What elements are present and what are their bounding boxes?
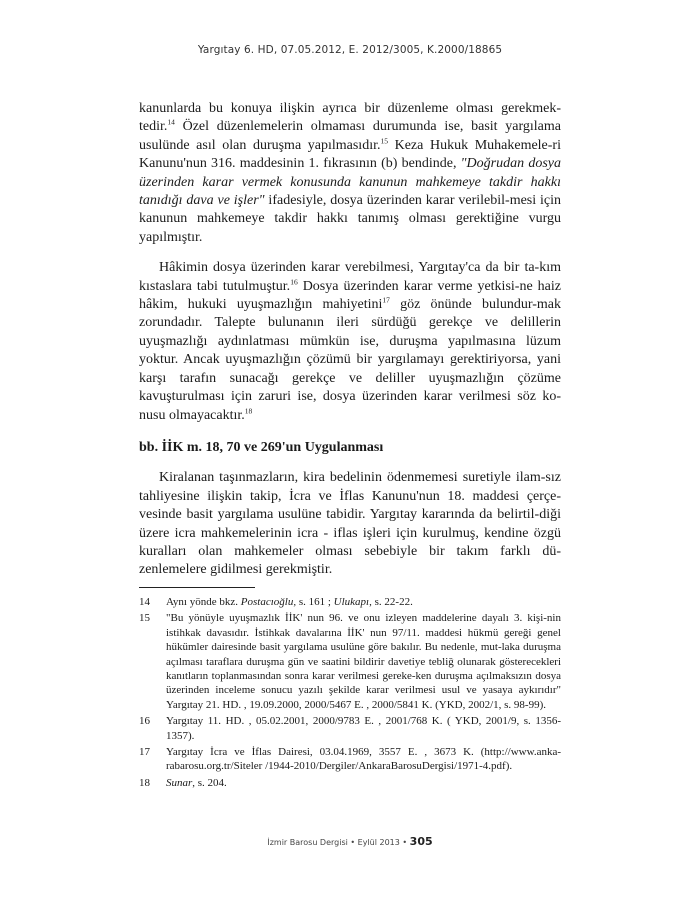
fn-author: Postacıoğlu, xyxy=(240,596,297,608)
footnote-number: 14 xyxy=(139,596,150,608)
fn-author: Sunar xyxy=(166,776,193,789)
footnote-16 xyxy=(139,714,561,743)
page-number: 305 xyxy=(409,835,433,848)
footnote-ref-14[interactable]: 14 xyxy=(167,117,175,127)
fn-seg: Aynı yönde bkz. xyxy=(166,596,241,608)
footnote-text xyxy=(166,595,561,609)
section-heading: bb. İİK m. 18, 70 ve 269'un Uygulanması xyxy=(139,439,384,455)
running-header: Yargıtay 6. HD, 07.05.2012, E. 2012/3005, K.2000/18865 xyxy=(197,44,503,56)
footnote-text: Yargıtay İcra ve İflas Dairesi, 03.04.1969, 3557 E. , 3673 K. (http://www.anka-rabarosu.org.tr/Siteler /1944-2010/Dergiler/AnkaraBarosuDergisi/1971-4.pdf). xyxy=(166,746,561,773)
footnote-number: 17 xyxy=(139,746,150,759)
para1-text-2: Özel düzenlemelerin olmaması durumunda ise, basit yargılama usulünde asıl olan duruşma yapılmasıdır. xyxy=(139,119,561,153)
body-text xyxy=(139,100,561,580)
paragraph-2 xyxy=(139,259,561,425)
footnote-text: "Bu yönüyle uyuşmazlık İİK' nun 96. ve onu izleyen maddelerine dayalı 3. kişi-nin istihkak davasıdır. İstihkak davalarına İİK' nun 97/11. maddesi hükmü gereği genel hükümler dairesinde basit yargılama usulüne göre bakılır. Bu nedenle, mut-laka duruşma açılması taraflara duruşma gün ve saatini bildirir davetiye tebliğ olunarak gösterecekleri kanıtların toplanmasından sonra karar verilmesi gereke-ken duruşma açılmaksızın dosya üzerinden inceleme sonucu yazılı şekilde karar verilmesi usul ve yasaya aykırıdır" Yargıtay 21. HD. , 19.09.2000, 2000/5467 E. , 2000/5841 K. (YKD, 2002/1, s. 98-99). xyxy=(166,612,561,711)
para2-text-3: göz önünde bulundur-mak zorundadır. Talepte bulunanın ileri sürdüğü gerekçe ve delillerin uyuşmazlığı aydınlatması mümkün ise, duruşma yapılmasına lüzum yoktur. Ancak uyuşmazlığın çözümü bir yargılamayı gerektiriyorsa, yani karşı tarafın sunacağı gerekçe ve deliller uyuşmazlığın çözüme kavuşturulması için zaruri ise, dosya üzerinden karar verilmesi söz ko-nusu olmayacaktır. xyxy=(139,297,561,423)
journal-name: İzmir Barosu Dergisi • Eylül 2013 • xyxy=(267,838,408,847)
fn-seg: s. 161 ; xyxy=(296,596,334,608)
footnote-divider xyxy=(139,587,255,588)
paragraph-3: Kiralanan taşınmazların, kira bedelinin ödenmemesi suretiyle ilam-sız tahliyesine ilişkin takip, İcra ve İflas Kanunu'nun 18. maddesi çerçe-vesinde basit yargılama usulüne tabidir. Yargıtay kararında da belirtil-diği üzere icra mahkemelerinin icra - iflas işleri için kurulmuş, kendine özgü kuralları olan mahkemeler olması sebebiyle bir takım farklı dü-zenlemelere gidilmesi gerekmiştir. xyxy=(139,470,561,578)
footnote-15 xyxy=(139,611,561,712)
page-footer xyxy=(0,835,700,848)
footnote-ref-17[interactable]: 17 xyxy=(382,295,390,305)
footnote-18 xyxy=(139,776,561,790)
para1-quote: "Doğrudan dosya üzerinden karar vermek konusunda kanunun mahkemeye takdir hakkı tanıdığı dava ve işler" xyxy=(139,156,561,209)
footnotes xyxy=(139,595,561,792)
footnote-number: 18 xyxy=(139,776,150,789)
footnote-text: Yargıtay 11. HD. , 05.02.2001, 2000/9783 E. , 2001/768 K. ( YKD, 2001/9, s. 1356-1357). xyxy=(166,715,561,742)
fn-author: Ulukapı xyxy=(333,596,370,608)
paragraph-1 xyxy=(139,100,561,247)
footnote-ref-15[interactable]: 15 xyxy=(380,136,388,146)
para1-text-3: Keza Hukuk Muhakemele-ri Kanunu'nun 316. maddesinin 1. fıkrasının (b) bendinde, xyxy=(139,137,561,172)
para2-text-1: Hâkimin dosya üzerinden karar verebilmesi, Yargıtay'ca da bir ta-kım kıstaslara tabi tutulmuştur. xyxy=(139,260,561,294)
para2-text-2: Dosya üzerinden karar verme yetkisi-ne haiz hâkim, hukuki uyuşmazlığın mahiyetini xyxy=(139,278,561,313)
para1-text-4: ifadesiyle, dosya üzerinden karar verilebil-mesi için kanunun mahkemeye takdir hakkı tanımış olması gerektiğine vurgu yapılmıştır. xyxy=(139,193,562,245)
para1-text-1: kanunlarda bu konuya ilişkin ayrıca bir düzenleme olması gerekmek-tedir. xyxy=(139,101,561,135)
footnote-14 xyxy=(139,595,561,609)
fn-seg: , s. 204. xyxy=(192,776,227,789)
footnote-text xyxy=(166,776,561,790)
footnote-number: 16 xyxy=(139,715,150,728)
footnote-ref-16[interactable]: 16 xyxy=(290,277,298,286)
footnote-17 xyxy=(139,745,561,774)
fn-seg: , s. 22-22. xyxy=(369,596,413,608)
footnote-ref-18[interactable]: 18 xyxy=(244,405,253,415)
footnote-number: 15 xyxy=(139,612,150,625)
